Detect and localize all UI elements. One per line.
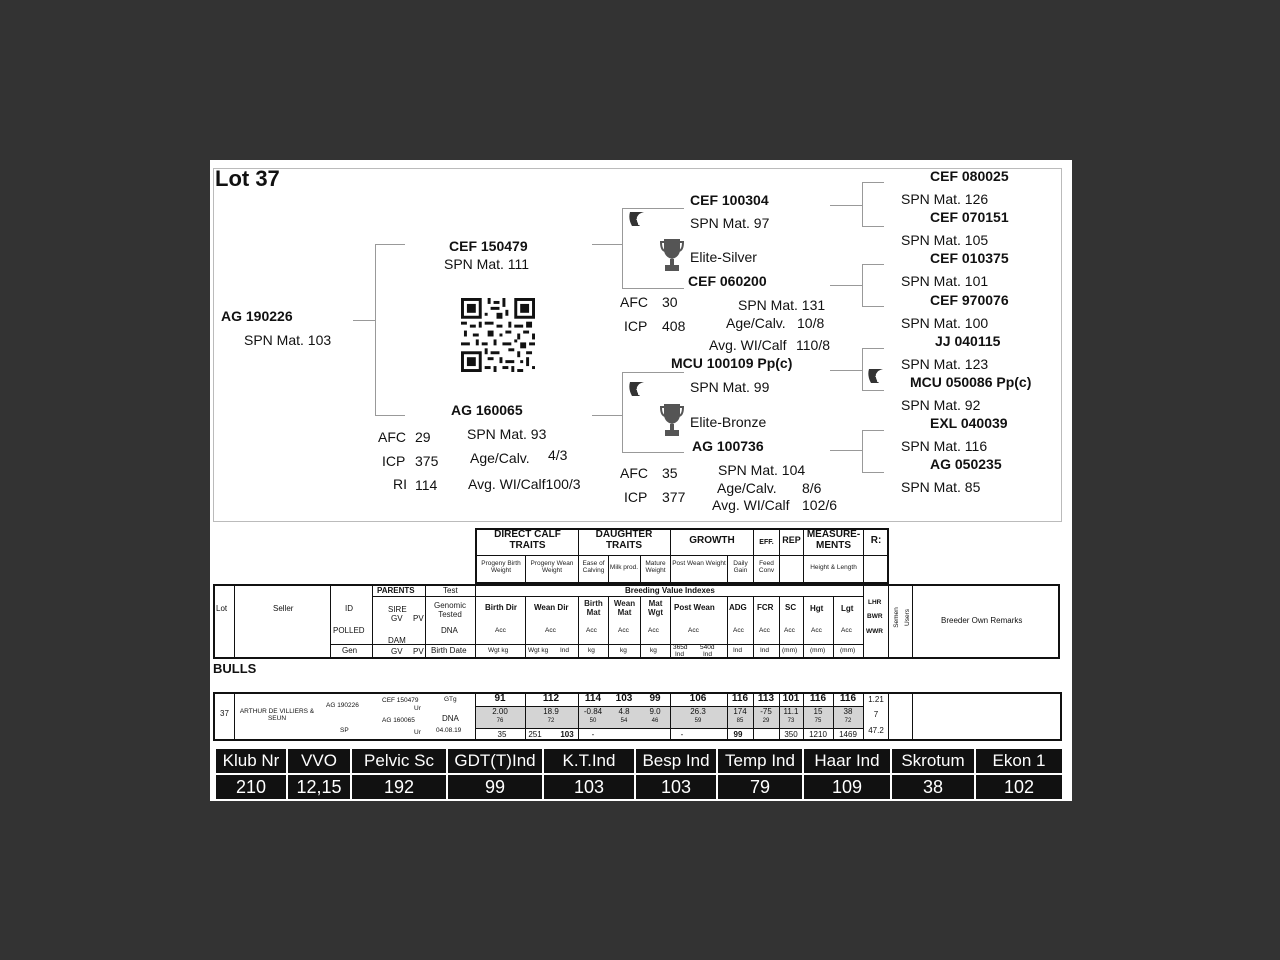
bv-acc: 50 xyxy=(589,718,597,724)
rule xyxy=(578,528,579,584)
g3-id: MCU 050086 Pp(c) xyxy=(910,374,1032,390)
bv-index: 106 xyxy=(689,693,707,704)
connector xyxy=(862,472,884,473)
section-bulls: BULLS xyxy=(213,661,257,676)
rule xyxy=(330,644,863,645)
connector xyxy=(622,208,623,288)
bv-value: 15 xyxy=(813,707,823,716)
g3-spn: SPN Mat. 92 xyxy=(901,397,981,413)
sd-icp: 408 xyxy=(662,318,686,334)
rule xyxy=(803,596,804,659)
hdr-wgtkg: Wgt kg xyxy=(528,647,549,654)
ss-spn: SPN Mat. 97 xyxy=(690,215,770,231)
connector xyxy=(862,226,884,227)
hdr-polled: POLLED xyxy=(333,626,365,635)
dd-avgwi-label: Avg. WI/Calf xyxy=(712,497,790,513)
svg-text:T: T xyxy=(875,375,880,384)
hdr-genomic: Genomic Tested xyxy=(433,601,466,619)
row-id: AG 190226 xyxy=(326,702,359,709)
bv-acc: 72 xyxy=(844,718,852,724)
connector xyxy=(375,415,405,416)
hdr-acc: Acc xyxy=(688,627,699,634)
row-low-value: 251 xyxy=(528,730,542,739)
connector xyxy=(862,430,884,431)
bv-acc: 46 xyxy=(651,718,659,724)
rule xyxy=(330,584,331,659)
dd-icp-label: ICP xyxy=(624,489,648,505)
row-sire: CEF 150479 xyxy=(382,697,419,704)
rule xyxy=(234,692,235,741)
sd-afc-label: AFC xyxy=(620,294,648,310)
sub-pbw: Progeny Birth Weight xyxy=(481,560,521,574)
connector xyxy=(830,370,862,371)
dam-icp: 375 xyxy=(415,453,439,469)
summary-value-cell: 210 xyxy=(215,774,287,800)
connector xyxy=(622,288,684,289)
hdr-ind: Ind xyxy=(733,647,743,654)
connector xyxy=(375,244,405,245)
summary-value-cell: 103 xyxy=(543,774,635,800)
g3-id: CEF 080025 xyxy=(930,168,1009,184)
dd-agecalv-label: Age/Calv. xyxy=(717,480,777,496)
connector xyxy=(862,264,884,265)
g3-spn: SPN Mat. 116 xyxy=(901,438,988,454)
row-gen: SP xyxy=(340,727,349,734)
sd-avgwi-label: Avg. WI/Calf xyxy=(709,337,787,353)
group-eff: EFF. xyxy=(759,539,774,546)
hdr-acc: Acc xyxy=(545,627,556,634)
rule xyxy=(888,692,889,741)
summary-header-row xyxy=(215,748,1063,774)
bv-acc: 29 xyxy=(762,718,770,724)
summary-header-cell: Pelvic Sc xyxy=(351,748,447,774)
sub-dg: Daily Gain xyxy=(733,560,748,574)
g3-id: CEF 070151 xyxy=(930,209,1009,225)
summary-header-cell: Haar Ind xyxy=(803,748,891,774)
hdr-birthdir: Birth Dir xyxy=(485,603,517,612)
bv-value: 11.1 xyxy=(783,707,799,716)
hdr-birthdate: Birth Date xyxy=(431,646,467,655)
animal-id: AG 190226 xyxy=(221,308,293,324)
hdr-acc: Acc xyxy=(648,627,659,634)
g3-id: AG 050235 xyxy=(930,456,1002,472)
hdr-bwr: BWR xyxy=(867,613,883,620)
hdr-test: Test xyxy=(443,586,458,595)
bv-index: 113 xyxy=(757,693,775,704)
hdr-gv2: GV xyxy=(391,647,403,656)
bv-acc: 59 xyxy=(694,718,702,724)
rule xyxy=(863,528,864,584)
bv-value: -0.84 xyxy=(583,707,603,716)
connector xyxy=(862,306,884,307)
group-rep: REP xyxy=(782,535,801,545)
summary-value-cell: 102 xyxy=(975,774,1063,800)
rule xyxy=(863,584,864,659)
hdr-sire: SIRE xyxy=(388,605,407,614)
bv-acc: 72 xyxy=(547,718,555,724)
breeder-logo-icon xyxy=(626,378,648,400)
hdr-mm: (mm) xyxy=(782,647,798,654)
row-low-value: 103 xyxy=(560,730,574,739)
connector xyxy=(830,450,862,451)
hdr-ind: Ind xyxy=(675,651,685,658)
row-low-value: - xyxy=(680,730,684,739)
connector xyxy=(622,452,684,453)
hdr-pv2: PV xyxy=(413,647,424,656)
hdr-birthmat: Birth Mat xyxy=(584,599,603,617)
summary-value-cell: 38 xyxy=(891,774,975,800)
rule xyxy=(525,596,526,659)
row-lot: 37 xyxy=(220,709,229,718)
sd-agecalv-label: Age/Calv. xyxy=(726,315,786,331)
connector xyxy=(830,285,862,286)
rule xyxy=(888,584,889,659)
row-low-value: 350 xyxy=(784,730,798,739)
hdr-acc: Acc xyxy=(841,627,852,634)
dam-afc: 29 xyxy=(415,429,431,445)
summary-value-cell: 12,15 xyxy=(287,774,351,800)
bv-value: 174 xyxy=(733,707,747,716)
ss-id: CEF 100304 xyxy=(690,192,769,208)
row-low-value: - xyxy=(591,730,595,739)
dam-ri: 114 xyxy=(415,477,438,493)
row-gtg: GTg xyxy=(444,696,457,703)
sire-spn: SPN Mat. 111 xyxy=(444,256,530,272)
connector xyxy=(375,244,376,415)
hdr-fcr: FCR xyxy=(757,603,774,612)
bv-index: 114 xyxy=(584,693,602,704)
hdr-acc: Acc xyxy=(618,627,629,634)
svg-text:T: T xyxy=(636,388,641,397)
summary-header-cell: GDT(T)Ind xyxy=(447,748,543,774)
hdr-parents: PARENTS xyxy=(377,586,415,595)
hdr-dna: DNA xyxy=(441,626,458,635)
svg-text:T: T xyxy=(636,218,641,227)
connector xyxy=(622,372,623,452)
hdr-ind: Ind xyxy=(560,647,570,654)
g3-id: CEF 010375 xyxy=(930,250,1009,266)
hdr-365d: 365d xyxy=(673,644,688,651)
sd-icp-label: ICP xyxy=(624,318,648,334)
rule xyxy=(753,596,754,659)
row-birthdate: 04.08.19 xyxy=(436,727,462,734)
bv-acc: 54 xyxy=(620,718,628,724)
hdr-acc: Acc xyxy=(811,627,822,634)
rule xyxy=(912,584,913,659)
g3-id: EXL 040039 xyxy=(930,415,1008,431)
hdr-adg: ADG xyxy=(729,603,747,612)
bv-value: 18.9 xyxy=(543,707,559,716)
bv-index: 116 xyxy=(809,693,827,704)
hdr-sc: SC xyxy=(785,603,797,612)
row-low-value: 1210 xyxy=(809,730,827,739)
bv-index: 101 xyxy=(782,693,800,704)
bv-index: 103 xyxy=(615,693,633,704)
rule xyxy=(234,584,235,659)
hdr-bvi: Breeding Value Indexes xyxy=(625,586,715,595)
bv-index: 116 xyxy=(731,693,749,704)
dam-agecalv: 4/3 xyxy=(548,447,568,463)
rule xyxy=(475,728,863,729)
dam-avgwi: Avg. WI/Calf100/3 xyxy=(468,476,581,492)
bv-index: 91 xyxy=(494,693,506,704)
lot-title: Lot 37 xyxy=(215,166,280,191)
row-dam: AG 160065 xyxy=(382,717,415,724)
rule xyxy=(833,596,834,659)
hdr-id: ID xyxy=(345,604,353,613)
summary-header-cell: Skrotum xyxy=(891,748,975,774)
summary-header-cell: Klub Nr xyxy=(215,748,287,774)
hdr-acc: Acc xyxy=(784,627,795,634)
bv-value: 38 xyxy=(843,707,853,716)
connector xyxy=(862,182,884,183)
row-ur: Ur xyxy=(414,729,421,736)
connector xyxy=(862,348,863,390)
dam-agecalv-label: Age/Calv. xyxy=(470,450,530,466)
hdr-kg: kg xyxy=(588,647,595,654)
hdr-wgtkg: Wgt kg xyxy=(488,647,509,654)
g3-spn: SPN Mat. 126 xyxy=(901,191,989,207)
bv-acc: 76 xyxy=(496,718,504,724)
row-low-value: 99 xyxy=(733,730,743,739)
summary-header-cell: Ekon 1 xyxy=(975,748,1063,774)
dd-award: Elite-Bronze xyxy=(690,414,767,430)
dd-avgwi: 102/6 xyxy=(802,497,838,513)
breeder-logo-icon xyxy=(865,365,887,387)
rule xyxy=(727,596,728,659)
connector xyxy=(862,430,863,472)
connector xyxy=(862,264,863,306)
summary-value-row xyxy=(215,774,1063,800)
hdr-540d: 540d xyxy=(700,644,715,651)
trophy-icon xyxy=(660,402,684,438)
sub-pww: Progeny Wean Weight xyxy=(530,560,574,574)
dd-afc: 35 xyxy=(662,465,678,481)
connector xyxy=(862,390,884,391)
bv-value: -75 xyxy=(760,707,772,716)
rule xyxy=(372,596,863,597)
connector xyxy=(830,205,862,206)
dam-id: AG 160065 xyxy=(451,402,523,418)
hdr-gen: Gen xyxy=(342,646,358,655)
hdr-ind: Ind xyxy=(703,651,713,658)
qr-code xyxy=(461,298,535,372)
group-growth: GROWTH xyxy=(689,535,735,546)
g3-id: JJ 040115 xyxy=(935,333,1001,349)
sub-milk: Milk prod. xyxy=(609,564,639,571)
hdr-acc: Acc xyxy=(759,627,770,634)
sd-avgwi: 110/8 xyxy=(796,337,830,353)
hdr-mm: (mm) xyxy=(840,647,856,654)
hdr-lot: Lot xyxy=(216,604,228,613)
hdr-acc: Acc xyxy=(495,627,506,634)
rule xyxy=(475,555,889,556)
bv-index: 116 xyxy=(839,693,857,704)
summary-value-cell: 99 xyxy=(447,774,543,800)
hdr-acc: Acc xyxy=(586,627,597,634)
group-meas: MEASURE-MENTS xyxy=(806,529,861,551)
dd-afc-label: AFC xyxy=(620,465,648,481)
sub-fc: Feed Conv xyxy=(758,560,775,574)
hdr-lgt: Lgt xyxy=(841,604,854,613)
bv-value: 26.3 xyxy=(690,707,706,716)
bv-index: 99 xyxy=(649,693,661,704)
dam-spn: SPN Mat. 93 xyxy=(467,426,547,442)
summary-value-cell: 79 xyxy=(717,774,803,800)
hdr-remarks: Breeder Own Remarks xyxy=(941,616,1023,625)
g3-spn: SPN Mat. 85 xyxy=(901,479,981,495)
g3-spn: SPN Mat. 123 xyxy=(901,356,989,372)
hdr-weanmat: Wean Mat xyxy=(613,599,636,617)
bv-value: 2.00 xyxy=(492,707,508,716)
summary-value-cell: 192 xyxy=(351,774,447,800)
sub-eoc: Ease of Calving xyxy=(582,560,605,574)
hdr-pv1: PV xyxy=(413,614,424,623)
sd-id: CEF 060200 xyxy=(688,273,767,289)
bv-acc: 73 xyxy=(787,718,795,724)
summary-table xyxy=(214,747,1064,801)
summary-value-cell: 103 xyxy=(635,774,717,800)
lot-catalog-page xyxy=(210,160,1072,801)
sub-mw: Mature Weight xyxy=(645,560,666,574)
r-value: 47.2 xyxy=(868,726,884,735)
bv-acc: 85 xyxy=(736,718,744,724)
hdr-users: Users xyxy=(903,609,911,626)
hdr-wwr: WWR xyxy=(866,628,883,635)
hdr-mm: (mm) xyxy=(810,647,826,654)
trophy-icon xyxy=(660,237,684,273)
hdr-kg: kg xyxy=(650,647,657,654)
hdr-hgt: Hgt xyxy=(810,604,824,613)
ds-spn: SPN Mat. 99 xyxy=(690,379,770,395)
row-low-value: 1469 xyxy=(839,730,857,739)
ds-id: MCU 100109 Pp(c) xyxy=(671,355,793,371)
sd-award: Elite-Silver xyxy=(690,249,757,265)
group-direct: DIRECT CALF TRAITS xyxy=(494,529,561,551)
dam-afc-label: AFC xyxy=(378,429,406,445)
breeder-logo-icon xyxy=(626,208,648,230)
dd-agecalv: 8/6 xyxy=(802,480,822,496)
hdr-weandir: Wean Dir xyxy=(534,603,569,612)
animal-spn: SPN Mat. 103 xyxy=(244,332,332,348)
bv-acc: 75 xyxy=(814,718,822,724)
hdr-acc: Acc xyxy=(733,627,744,634)
dd-id: AG 100736 xyxy=(692,438,764,454)
hdr-dam: DAM xyxy=(388,636,406,645)
r-value: 1.21 xyxy=(868,695,884,704)
sd-agecalv: 10/8 xyxy=(797,315,825,331)
hdr-postwean: Post Wean xyxy=(674,603,715,612)
dd-spn: SPN Mat. 104 xyxy=(718,462,806,478)
sire-id: CEF 150479 xyxy=(449,238,528,254)
connector xyxy=(862,348,884,349)
hdr-semen: Semen xyxy=(892,607,900,628)
dd-icp: 377 xyxy=(662,489,686,505)
summary-header-cell: K.T.Ind xyxy=(543,748,635,774)
summary-header-cell: VVO xyxy=(287,748,351,774)
group-daughter: DAUGHTER TRAITS xyxy=(595,529,653,551)
hdr-ind: Ind xyxy=(760,647,770,654)
hdr-seller: Seller xyxy=(273,604,294,613)
bv-value: 9.0 xyxy=(649,707,661,716)
connector xyxy=(592,244,622,245)
g3-id: CEF 970076 xyxy=(930,292,1009,308)
rule xyxy=(779,596,780,659)
connector xyxy=(862,182,863,226)
summary-header-cell: Temp Ind xyxy=(717,748,803,774)
sd-spn: SPN Mat. 131 xyxy=(738,297,826,313)
g3-spn: SPN Mat. 101 xyxy=(901,273,989,289)
hdr-gv1: GV xyxy=(391,614,403,623)
row-low-value: 35 xyxy=(497,730,507,739)
row-seller: ARTHUR DE VILLIERS & SEUN xyxy=(239,708,315,722)
g3-spn: SPN Mat. 100 xyxy=(901,315,989,331)
r-value: 7 xyxy=(873,710,879,719)
group-r: R: xyxy=(870,535,882,546)
sub-hl: Height & Length xyxy=(810,564,857,571)
sub-pwwt: Post Wean Weight xyxy=(672,560,726,567)
hdr-lhr: LHR xyxy=(868,599,882,606)
row-ur: Ur xyxy=(414,705,421,712)
connector xyxy=(622,372,684,373)
hdr-matwgt: Mat Wgt xyxy=(647,599,664,617)
rule xyxy=(670,596,671,659)
connector xyxy=(592,415,622,416)
summary-header-cell: Besp Ind xyxy=(635,748,717,774)
bv-value: 4.8 xyxy=(618,707,630,716)
bv-index: 112 xyxy=(542,693,560,704)
rule xyxy=(912,692,913,741)
rule xyxy=(670,528,671,584)
dam-ri-label: RI xyxy=(393,476,407,492)
row-dna: DNA xyxy=(442,714,459,723)
sd-afc: 30 xyxy=(662,294,678,310)
g3-spn: SPN Mat. 105 xyxy=(901,232,989,248)
hdr-kg: kg xyxy=(620,647,627,654)
rule xyxy=(475,692,476,741)
summary-value-cell: 109 xyxy=(803,774,891,800)
dam-icp-label: ICP xyxy=(382,453,406,469)
connector xyxy=(353,320,375,321)
